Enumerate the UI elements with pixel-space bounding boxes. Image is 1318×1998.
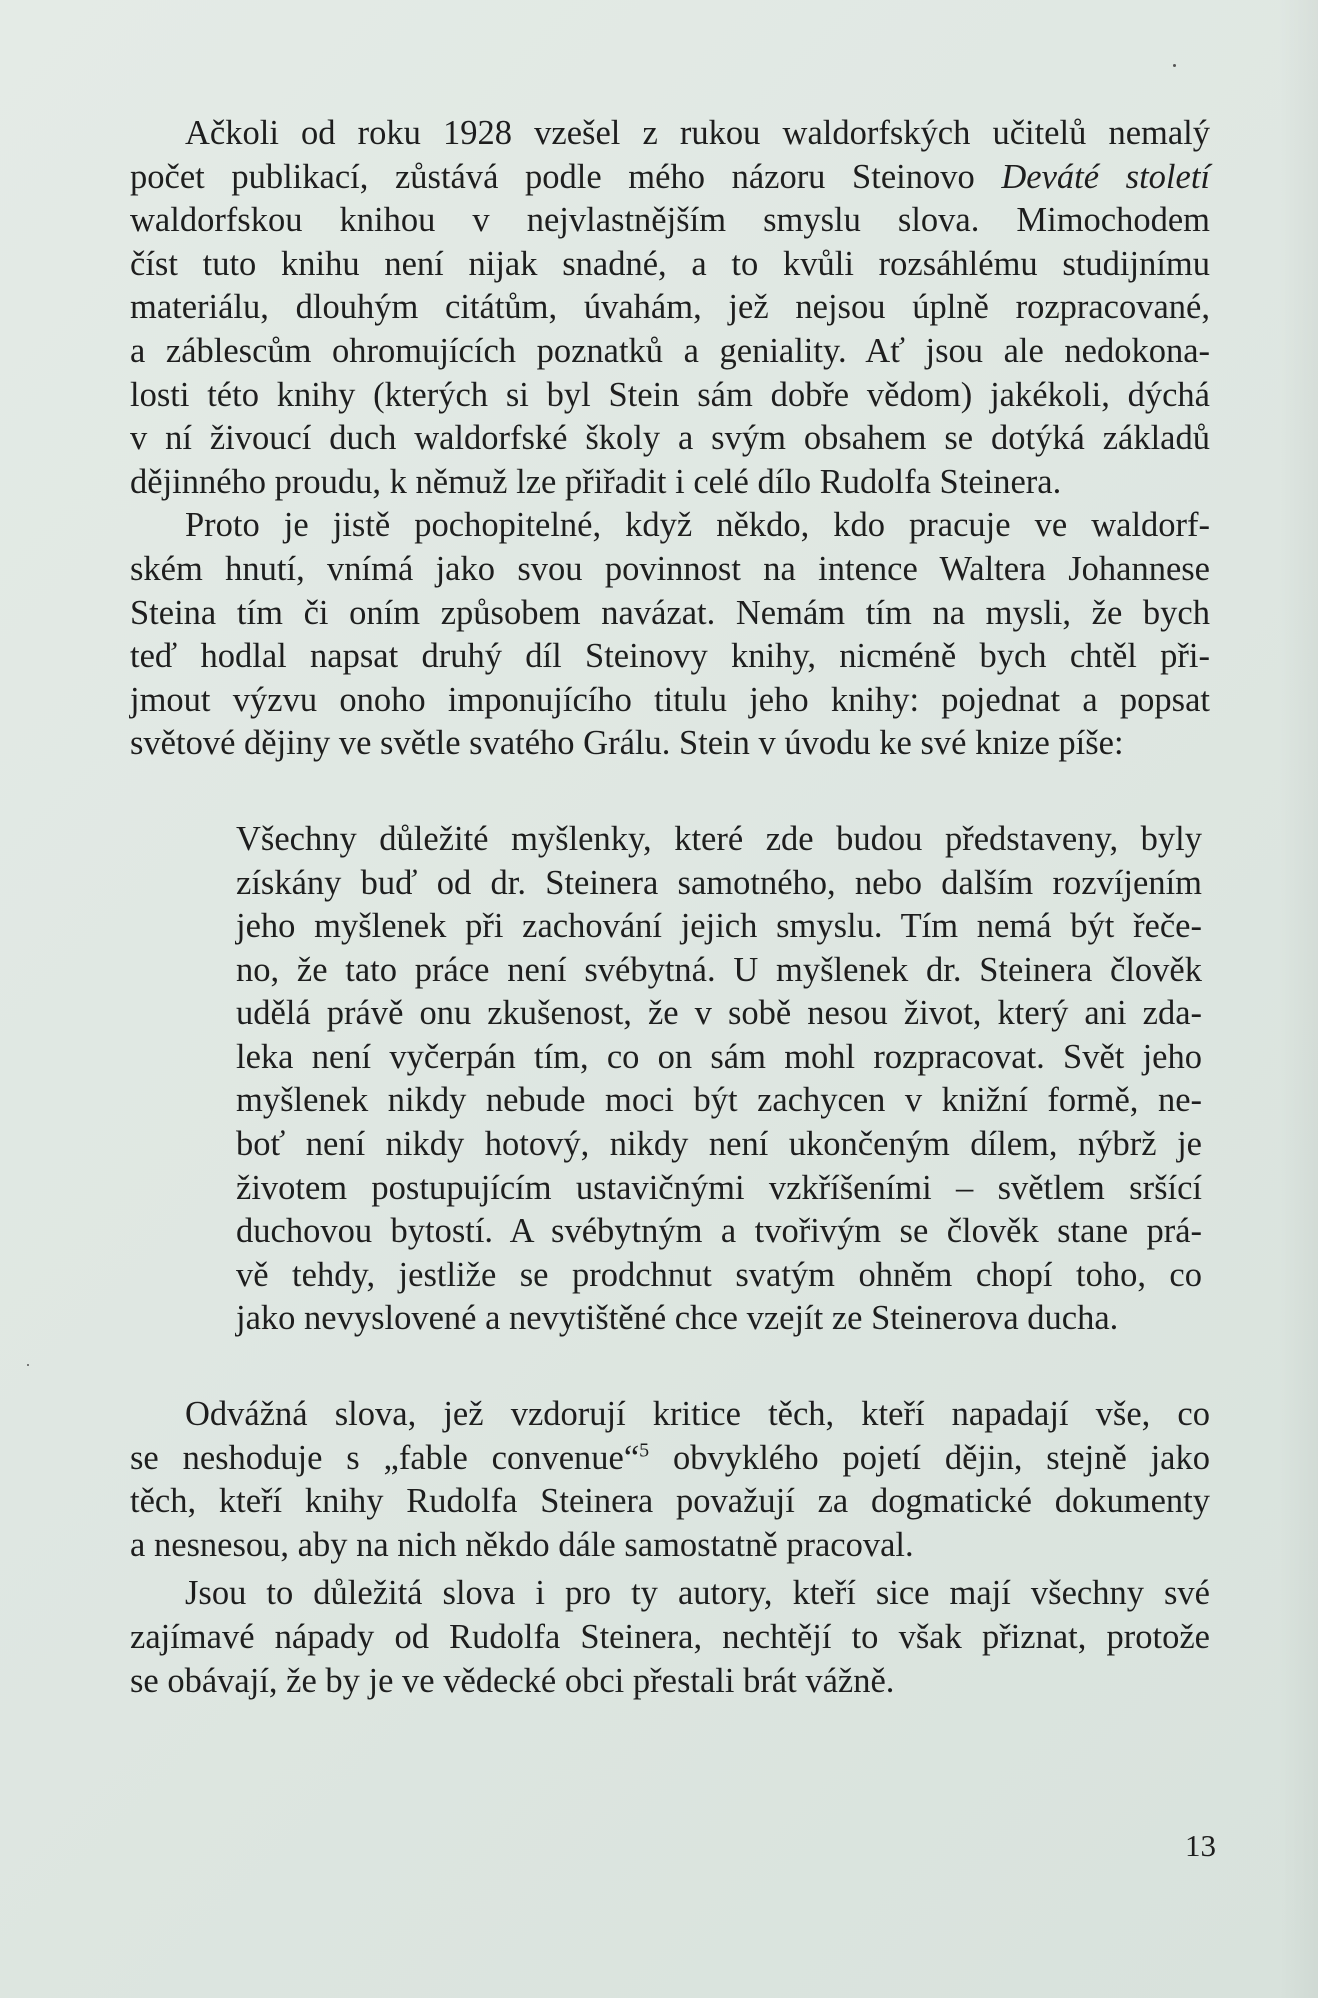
- paper-speck: [27, 1364, 29, 1366]
- quote-line: duchovou bytostí. A svébytným a tvořivým se člověk stane prá-: [236, 1212, 1202, 1251]
- text-line: těch, kteří knihy Rudolfa Steinera považují za dogmatické dokumenty: [130, 1482, 1210, 1521]
- text-span: počet publikací, zůstává podle mého názoru Steinovo: [130, 157, 1002, 196]
- body-text: [130, 112, 1210, 1703]
- text-span: se neshoduje s „fable convenue“: [130, 1438, 640, 1477]
- text-line: Proto je jistě pochopitelné, když někdo, kdo pracuje ve waldorf-: [185, 506, 1210, 545]
- text-line: ském hnutí, vnímá jako svou povinnost na intence Waltera Johannese: [130, 549, 1210, 588]
- text-line: teď hodlal napsat druhý díl Steinovy knihy, nicméně bych chtěl při-: [130, 637, 1210, 676]
- text-line: jmout výzvu onoho imponujícího titulu jeho knihy: pojednat a popsat: [130, 680, 1210, 719]
- quote-line: získány buď od dr. Steinera samotného, nebo dalším rozvíjením: [236, 863, 1202, 902]
- text-line: Odvážná slova, jež vzdorují kritice těch, kteří napadají vše, co: [185, 1395, 1210, 1434]
- text-line: dějinného proudu, k němuž lze přiřadit i celé dílo Rudolfa Steinera.: [130, 462, 1062, 501]
- quote-line: životem postupujícím ustavičnými vzkříšeními – světlem sršící: [236, 1168, 1202, 1207]
- text-line: světové dějiny ve světle svatého Grálu. Stein v úvodu ke své knize píše:: [130, 724, 1124, 763]
- text-line: waldorfskou knihou v nejvlastnějším smyslu slova. Mimochodem: [130, 201, 1210, 240]
- paragraph-1: [130, 112, 1210, 504]
- text-line: Ačkoli od roku 1928 vzešel z rukou waldorfských učitelů nemalý: [185, 114, 1210, 152]
- text-line: [130, 156, 1210, 200]
- text-line: a nesnesou, aby na nich někdo dále samostatně pracoval.: [130, 1525, 914, 1564]
- text-line: zajímavé nápady od Rudolfa Steinera, nechtějí to však přiznat, protože: [130, 1618, 1210, 1656]
- quote-line: vě tehdy, jestliže se prodchnut svatým ohněm chopí toho, co: [236, 1255, 1202, 1294]
- text-line: a záblescům ohromujících poznatků a geniality. Ať jsou ale nedokona-: [130, 331, 1210, 370]
- quote-line: leka není vyčerpán tím, co on sám mohl rozpracovat. Svět jeho: [236, 1037, 1202, 1076]
- quote-line: jako nevyslovené a nevytištěné chce vzejít ze Steinerova ducha.: [236, 1299, 1119, 1338]
- quote-line: udělá právě onu zkušenost, že v sobě nesou život, který ani zda-: [236, 994, 1202, 1033]
- text-line: losti této knihy (kterých si byl Stein sám dobře vědom) jakékoli, dýchá: [130, 375, 1210, 414]
- paragraph-3: [130, 1393, 1210, 1567]
- text-line: Steina tím či oním způsobem navázat. Nemám tím na mysli, že bych: [130, 593, 1210, 632]
- quote-line: Všechny důležité myšlenky, které zde budou představeny, byly: [236, 819, 1202, 858]
- text-line: [130, 1437, 1210, 1481]
- text-line: Jsou to důležitá slova i pro ty autory, kteří sice mají všechny své: [185, 1574, 1210, 1613]
- text-span: obvyklého pojetí dějin, stejně jako: [649, 1438, 1210, 1477]
- paper-speck: [1173, 64, 1176, 67]
- page-number: 13: [1185, 1828, 1216, 1863]
- text-line: se obávají, že by je ve vědecké obci přestali brát vážně.: [130, 1661, 895, 1700]
- quote-line: myšlenek nikdy nebude moci být zachycen v knižní formě, ne-: [236, 1081, 1202, 1120]
- text-line: v ní živoucí duch waldorfské školy a svým obsahem se dotýká základů: [130, 419, 1210, 458]
- quote-line: jeho myšlenek při zachování jejich smyslu. Tím nemá být řeče-: [236, 907, 1202, 946]
- footnote-reference: 5: [639, 1439, 650, 1462]
- text-line: materiálu, dlouhým citátům, úvahám, jež nejsou úplně rozpracované,: [130, 288, 1210, 327]
- page-edge-shadow: [1278, 0, 1318, 1998]
- book-title-italic: Deváté století: [1001, 157, 1210, 196]
- quote-line: no, že tato práce není svébytná. U myšlenek dr. Steinera člověk: [236, 950, 1202, 989]
- block-quote: [236, 818, 1202, 1341]
- paragraph-4: [130, 1572, 1210, 1703]
- quote-line: boť není nikdy hotový, nikdy není ukončeným dílem, nýbrž je: [236, 1125, 1202, 1164]
- paragraph-2: [130, 504, 1210, 766]
- text-line: číst tuto knihu není nijak snadné, a to kvůli rozsáhlému studijnímu: [130, 244, 1210, 283]
